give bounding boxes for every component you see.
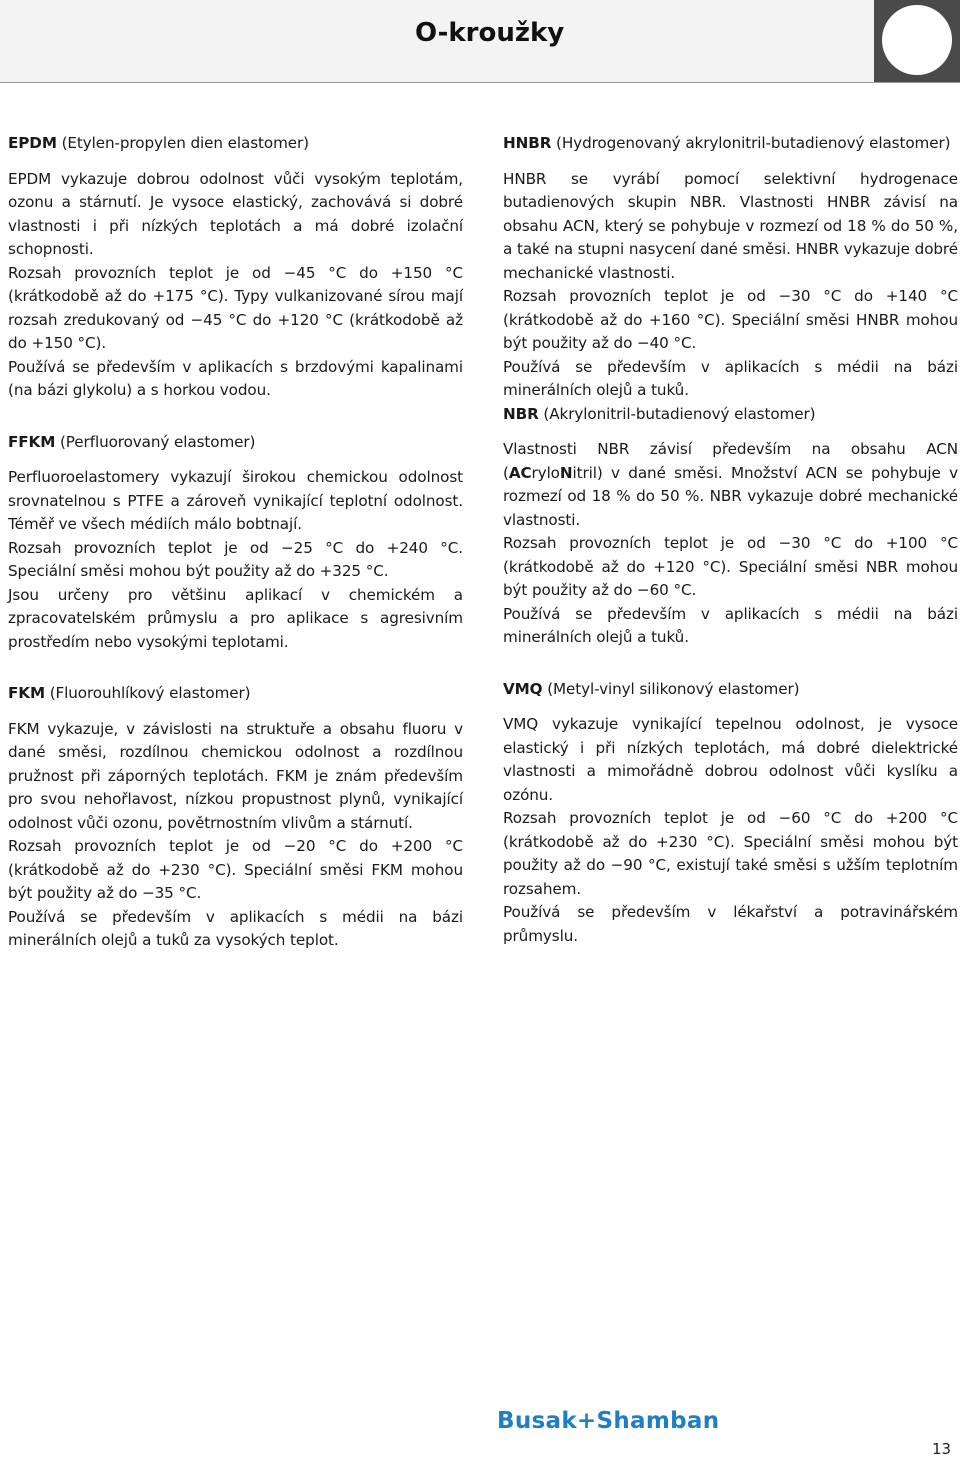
material-code: EPDM bbox=[8, 134, 57, 152]
material-code: FKM bbox=[8, 684, 45, 702]
material-name: (Metyl-vinyl silikonový elastomer) bbox=[547, 679, 800, 698]
paragraph: Rozsah provozních teplot je od −30 °C do +100 °C (krátkodobě až do +120 °C). Speciální směsi NBR mohou být použity až do −60 °C. bbox=[503, 534, 958, 599]
section-heading bbox=[503, 678, 958, 702]
acn-bold-ac: AC bbox=[508, 463, 532, 482]
material-name: (Perfluorovaný elastomer) bbox=[59, 432, 256, 451]
paragraph: EPDM vykazuje dobrou odolnost vůči vysokým teplotám, ozonu a stárnutí. Je vysoce elastický, zachovává si dobré vlastnosti i při nízkých teplotách a má dobré izolační schopnosti. bbox=[8, 169, 463, 258]
paragraph: Rozsah provozních teplot je od −20 °C do +200 °C (krátkodobě až do +230 °C). Speciální směsi FKM mohou být použity až do −35 °C. bbox=[8, 837, 463, 902]
paragraph: Rozsah provozních teplot je od −60 °C do +200 °C (krátkodobě až do +230 °C). Speciální směsi mohou být použity až do −90 °C, existují také směsi s užším teplotním rozsahem. bbox=[503, 809, 958, 898]
paragraph: Jsou určeny pro většinu aplikací v chemickém a zpracovatelském průmyslu a pro aplikace s agresivním prostředím nebo vysokými teplotami. bbox=[8, 585, 463, 651]
section-fkm bbox=[8, 682, 463, 953]
acn-text-suffix: itril) v dané směsi. Množství ACN se pohybuje v rozmezí od 18 % do 50 %. NBR vykazuje dobré mechanické vlastnosti. bbox=[503, 463, 958, 529]
material-code: VMQ bbox=[503, 679, 543, 698]
left-column bbox=[8, 132, 463, 981]
paragraph: FKM vykazuje, v závislosti na struktuře a obsahu fluoru v dané směsi, rozdílnou chemickou odolnost a rozdílnou pružnost při záporných teplotách. FKM je znám především pro svou nehořlavost, nízkou propustnost plynů, vynikající odolnost vůči ozonu, povětrnostním vlivům a stárnutí. bbox=[8, 719, 463, 832]
section-hnbr bbox=[503, 132, 958, 403]
header-bar bbox=[0, 0, 960, 83]
right-column bbox=[503, 132, 958, 976]
paragraph: Používá se především v lékařství a potravinářském průmyslu. bbox=[503, 903, 958, 945]
paragraph: Používá se především v aplikacích s médii na bázi minerálních olejů a tuků za vysokých teplot. bbox=[8, 907, 463, 949]
material-code: NBR bbox=[503, 404, 539, 423]
section-epdm bbox=[8, 132, 463, 403]
acn-bold-n: N bbox=[559, 463, 573, 482]
material-name: (Hydrogenovaný akrylonitril-butadienový elastomer) bbox=[556, 134, 951, 152]
paragraph: Rozsah provozních teplot je od −25 °C do +240 °C. Speciální směsi mohou být použity až do +325 °C. bbox=[8, 538, 463, 580]
circle-icon bbox=[882, 5, 952, 75]
section-heading bbox=[8, 431, 463, 455]
paragraph: Rozsah provozních teplot je od −45 °C do +150 °C (krátkodobě až do +175 °C). Typy vulkanizované sírou mají rozsah zredukovaný od −45 °C do +120 °C (krátkodobě až do +150 °C). bbox=[8, 263, 463, 352]
section-heading bbox=[503, 132, 958, 156]
section-heading bbox=[503, 403, 958, 427]
acn-text-rylo: rylo bbox=[531, 463, 560, 482]
corner-badge bbox=[874, 0, 960, 82]
section-nbr bbox=[503, 403, 958, 650]
material-name: (Fluorouhlíkový elastomer) bbox=[49, 684, 251, 702]
acn-text-prefix: Vlastnosti NBR závisí především na obsahu ACN ( bbox=[503, 440, 958, 482]
material-name: (Akrylonitril-butadienový elastomer) bbox=[543, 404, 816, 423]
busak-shamban-logo: Busak+Shamban bbox=[497, 1408, 720, 1434]
material-name: (Etylen-propylen dien elastomer) bbox=[61, 134, 309, 152]
paragraph: Používá se především v aplikacích s médii na bázi minerálních olejů a tuků. bbox=[503, 604, 958, 646]
material-code: FFKM bbox=[8, 432, 56, 451]
paragraph: Používá se především v aplikacích s médii na bázi minerálních olejů a tuků. bbox=[503, 357, 958, 399]
page-number: 13 bbox=[932, 1440, 952, 1458]
paragraph: Perfluoroelastomery vykazují širokou chemickou odolnost srovnatelnou s PTFE a zároveň vynikající teplotní odolnost. Téměř ve všech médiích málo bobtnají. bbox=[8, 468, 463, 533]
paragraph: VMQ vykazuje vynikající tepelnou odolnost, je vysoce elastický i při nízkých teplotách, má dobré dielektrické vlastnosti a mimořádně dobrou odolnost vůči kyslíku a ozónu. bbox=[503, 715, 958, 804]
material-code: HNBR bbox=[503, 134, 552, 152]
page-title: O-kroužky bbox=[415, 18, 565, 48]
section-ffkm bbox=[8, 431, 463, 655]
section-heading bbox=[8, 132, 463, 156]
section-heading bbox=[8, 682, 463, 706]
paragraph bbox=[503, 438, 958, 532]
paragraph: HNBR se vyrábí pomocí selektivní hydrogenace butadienových skupin NBR. Vlastnosti HNBR závisí na obsahu ACN, který se pohybuje v rozmezí od 18 % do 50 %, a také na stupni nasycení dané směsi. HNBR vykazuje dobré mechanické vlastnosti. bbox=[503, 169, 958, 282]
paragraph: Rozsah provozních teplot je od −30 °C do +140 °C (krátkodobě až do +160 °C). Speciální směsi HNBR mohou být použity až do −40 °C. bbox=[503, 287, 958, 352]
paragraph: Používá se především v aplikacích s brzdovými kapalinami (na bázi glykolu) a s horkou vodou. bbox=[8, 357, 463, 399]
section-vmq bbox=[503, 678, 958, 949]
